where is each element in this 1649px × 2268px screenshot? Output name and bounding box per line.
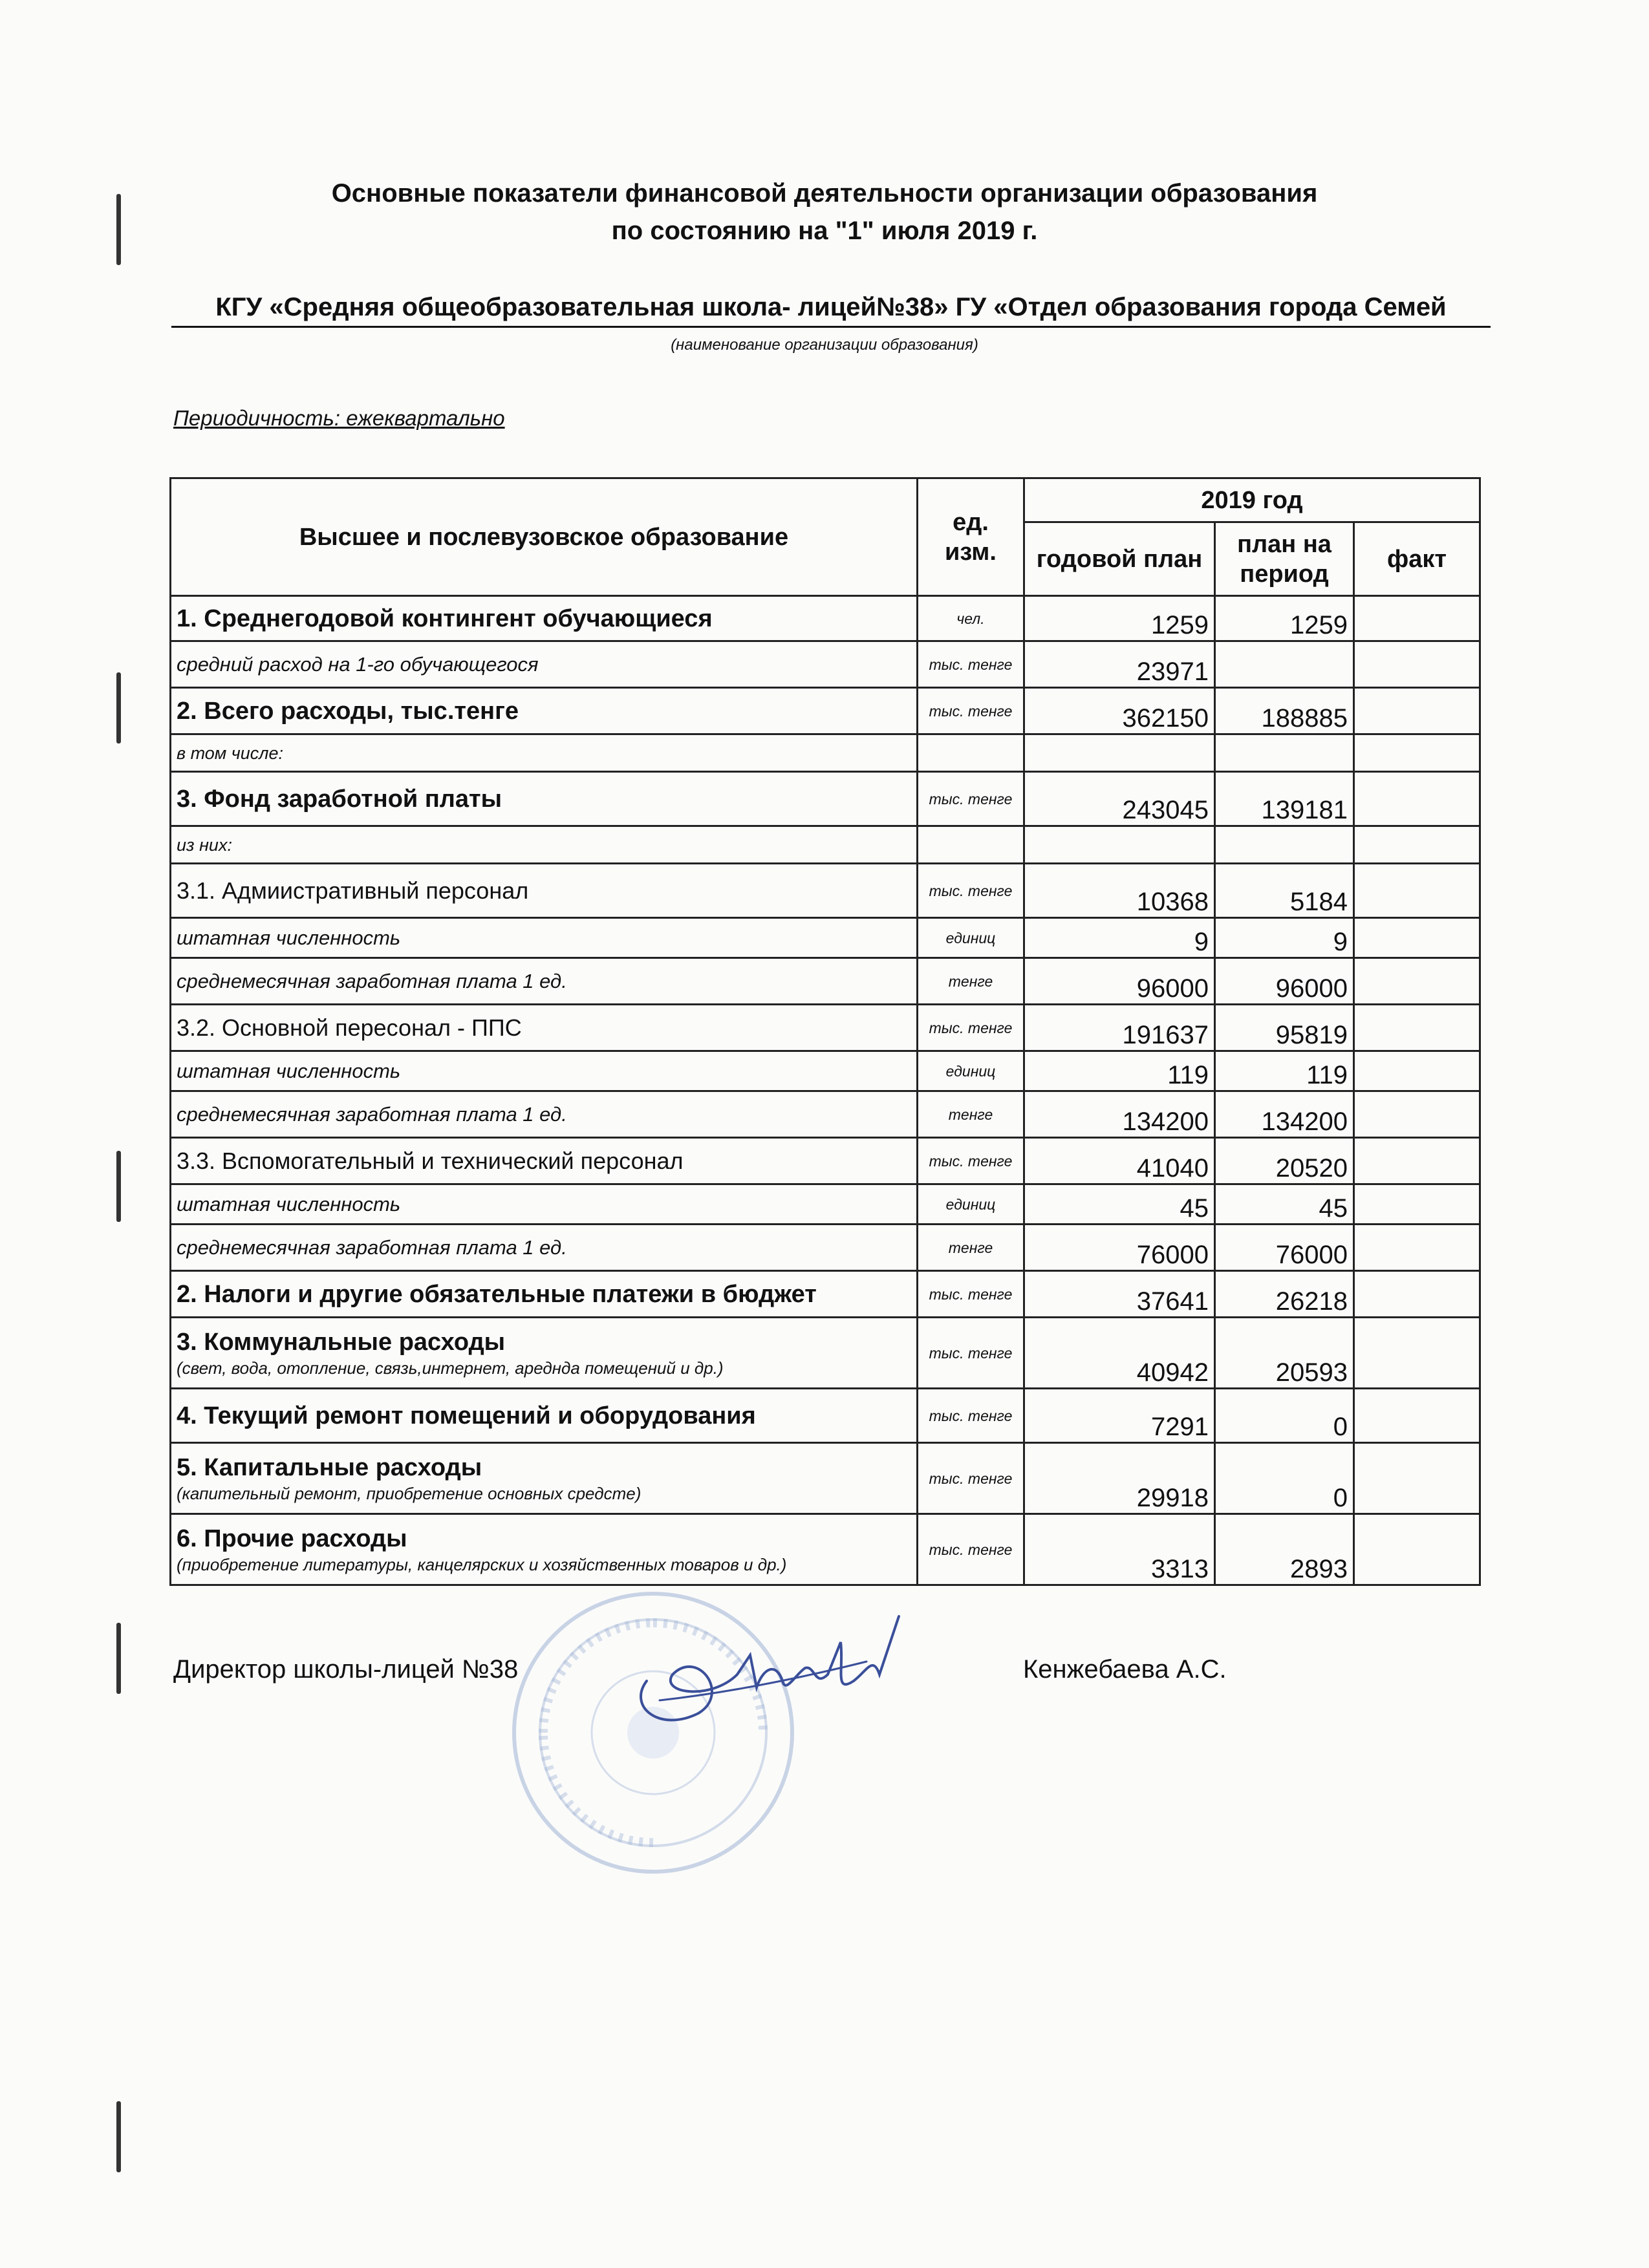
row-fact	[1354, 1271, 1480, 1318]
row-label	[171, 1184, 918, 1225]
row-label	[171, 1271, 918, 1318]
scan-margin-mark	[116, 1151, 121, 1222]
row-label-text: 1. Среднегодовой контингент обучающиеся	[177, 604, 713, 632]
row-label	[171, 1138, 918, 1184]
row-annual-plan: 191637	[1024, 1005, 1215, 1051]
row-period-plan: 5184	[1215, 864, 1354, 918]
row-unit: тыс. тенге	[918, 1514, 1024, 1585]
row-label-text: 3. Коммунальные расходы	[177, 1328, 506, 1356]
table-row	[171, 1318, 1480, 1389]
row-annual-plan: 362150	[1024, 688, 1215, 734]
row-fact	[1354, 772, 1480, 826]
row-label	[171, 596, 918, 641]
row-fact	[1354, 1318, 1480, 1389]
row-period-plan: 26218	[1215, 1271, 1354, 1318]
scan-margin-mark	[116, 672, 121, 744]
row-period-plan	[1215, 734, 1354, 772]
row-fact	[1354, 596, 1480, 641]
row-fact	[1354, 1138, 1480, 1184]
row-fact	[1354, 1051, 1480, 1091]
row-fact	[1354, 1091, 1480, 1138]
header-annual-plan: годовой план	[1024, 522, 1215, 596]
table-row	[171, 958, 1480, 1005]
row-label	[171, 1091, 918, 1138]
row-label-text: 5. Капитальные расходы	[177, 1453, 482, 1481]
header-section: Высшее и послевузовское образование	[171, 478, 918, 596]
row-unit: тыс. тенге	[918, 1389, 1024, 1443]
row-fact	[1354, 1184, 1480, 1225]
row-annual-plan: 37641	[1024, 1271, 1215, 1318]
row-period-plan: 76000	[1215, 1225, 1354, 1271]
title-line-2: по состоянию на "1" июля 2019 г.	[611, 217, 1038, 245]
table-row	[171, 1271, 1480, 1318]
row-unit: тыс. тенге	[918, 1271, 1024, 1318]
row-period-plan: 2893	[1215, 1514, 1354, 1585]
row-unit: тыс. тенге	[918, 772, 1024, 826]
row-label	[171, 1225, 918, 1271]
table-row	[171, 734, 1480, 772]
row-fact	[1354, 1443, 1480, 1514]
row-label-text: 3.3. Вспомогательный и технический персонал	[177, 1147, 684, 1174]
row-period-plan: 1259	[1215, 596, 1354, 641]
row-label	[171, 1514, 918, 1585]
row-unit: тыс. тенге	[918, 641, 1024, 688]
row-annual-plan	[1024, 826, 1215, 864]
scan-margin-mark	[116, 2101, 121, 2172]
row-period-plan: 95819	[1215, 1005, 1354, 1051]
row-annual-plan: 45	[1024, 1184, 1215, 1225]
row-period-plan: 96000	[1215, 958, 1354, 1005]
director-name: Кенжебаева А.С.	[1023, 1655, 1227, 1684]
row-fact	[1354, 1225, 1480, 1271]
table-row	[171, 1443, 1480, 1514]
row-period-plan: 134200	[1215, 1091, 1354, 1138]
row-label	[171, 641, 918, 688]
row-label-text: 2. Всего расходы, тыс.тенге	[177, 697, 519, 725]
row-period-plan	[1215, 826, 1354, 864]
row-label	[171, 1005, 918, 1051]
table-row	[171, 918, 1480, 958]
row-unit: тыс. тенге	[918, 688, 1024, 734]
row-unit: единиц	[918, 1184, 1024, 1225]
row-label-text: среднемесячная заработная плата 1 ед.	[177, 1236, 567, 1259]
row-fact	[1354, 688, 1480, 734]
row-label-text: среднемесячная заработная плата 1 ед.	[177, 969, 567, 992]
table-row	[171, 1184, 1480, 1225]
table-body	[171, 596, 1480, 1585]
row-label-text: штатная численность	[177, 1059, 401, 1082]
table-row	[171, 1051, 1480, 1091]
row-unit: тыс. тенге	[918, 1138, 1024, 1184]
row-fact	[1354, 734, 1480, 772]
table-row	[171, 864, 1480, 918]
row-period-plan: 188885	[1215, 688, 1354, 734]
row-fact	[1354, 1514, 1480, 1585]
row-fact	[1354, 641, 1480, 688]
organization-caption: (наименование организации образования)	[671, 336, 978, 354]
table-row	[171, 641, 1480, 688]
row-label-text: среднемесячная заработная плата 1 ед.	[177, 1102, 567, 1126]
row-label-note: (приобретение литературы, канцелярских и хозяйственных товаров и др.)	[177, 1554, 787, 1574]
row-label	[171, 918, 918, 958]
row-label	[171, 864, 918, 918]
table-row	[171, 1005, 1480, 1051]
row-period-plan: 0	[1215, 1389, 1354, 1443]
row-label-text: 3. Фонд заработной платы	[177, 785, 502, 813]
row-unit: тыс. тенге	[918, 864, 1024, 918]
table-row	[171, 1091, 1480, 1138]
row-annual-plan: 1259	[1024, 596, 1215, 641]
row-label-note: (капительный ремонт, приобретение основных средсте)	[177, 1483, 641, 1503]
row-label	[171, 688, 918, 734]
title-line-1: Основные показатели финансовой деятельности организации образования	[331, 179, 1318, 208]
scan-margin-mark	[116, 194, 121, 265]
row-annual-plan: 23971	[1024, 641, 1215, 688]
row-label	[171, 734, 918, 772]
row-fact	[1354, 864, 1480, 918]
scan-margin-mark	[116, 1623, 121, 1694]
row-annual-plan: 119	[1024, 1051, 1215, 1091]
row-annual-plan	[1024, 734, 1215, 772]
row-unit: тенге	[918, 958, 1024, 1005]
row-period-plan	[1215, 641, 1354, 688]
row-label-text: 3.2. Основной пересонал - ППС	[177, 1014, 522, 1041]
row-label	[171, 826, 918, 864]
row-label	[171, 1051, 918, 1091]
row-label	[171, 958, 918, 1005]
row-period-plan: 0	[1215, 1443, 1354, 1514]
row-unit: тыс. тенге	[918, 1005, 1024, 1051]
row-period-plan: 20520	[1215, 1138, 1354, 1184]
periodicity: Периодичность: ежеквартально	[173, 406, 505, 430]
header-fact: факт	[1354, 522, 1480, 596]
row-label-text: 3.1. Адмиистративный персонал	[177, 877, 529, 904]
header-year: 2019 год	[1024, 478, 1480, 522]
row-label	[171, 1389, 918, 1443]
row-unit: тыс. тенге	[918, 1318, 1024, 1389]
row-unit: единиц	[918, 1051, 1024, 1091]
row-annual-plan: 76000	[1024, 1225, 1215, 1271]
row-annual-plan: 10368	[1024, 864, 1215, 918]
header-period-plan: план на период	[1215, 522, 1354, 596]
row-fact	[1354, 1005, 1480, 1051]
row-unit: тыс. тенге	[918, 1443, 1024, 1514]
row-unit	[918, 826, 1024, 864]
table-row	[171, 1514, 1480, 1585]
row-unit: единиц	[918, 918, 1024, 958]
row-period-plan: 45	[1215, 1184, 1354, 1225]
row-period-plan: 119	[1215, 1051, 1354, 1091]
table-row	[171, 1389, 1480, 1443]
row-period-plan: 20593	[1215, 1318, 1354, 1389]
table-row	[171, 1138, 1480, 1184]
row-unit: тенге	[918, 1091, 1024, 1138]
row-label-text: 4. Текущий ремонт помещений и оборудования	[177, 1402, 756, 1429]
table-row	[171, 1225, 1480, 1271]
row-annual-plan: 3313	[1024, 1514, 1215, 1585]
row-unit: чел.	[918, 596, 1024, 641]
row-label	[171, 1443, 918, 1514]
table-row	[171, 772, 1480, 826]
financial-table	[169, 477, 1481, 1586]
row-annual-plan: 40942	[1024, 1318, 1215, 1389]
row-label-text: 6. Прочие расходы	[177, 1524, 407, 1552]
row-unit	[918, 734, 1024, 772]
row-fact	[1354, 1389, 1480, 1443]
row-fact	[1354, 826, 1480, 864]
row-label-text: штатная численность	[177, 926, 401, 949]
row-label-text: из них:	[177, 835, 232, 855]
director-title: Директор школы-лицей №38	[173, 1655, 519, 1684]
row-fact	[1354, 958, 1480, 1005]
table-row	[171, 688, 1480, 734]
organization-name: КГУ «Средняя общеобразовательная школа- лицей№38» ГУ «Отдел образования города Семей	[171, 291, 1491, 328]
row-label-note: (свет, вода, отопление, связь,интернет, аредндa помещений и др.)	[177, 1358, 724, 1378]
row-label-text: средний расход на 1-го обучающегося	[177, 652, 539, 676]
row-annual-plan: 29918	[1024, 1443, 1215, 1514]
row-label-text: 2. Налоги и другие обязательные платежи в бюджет	[177, 1280, 817, 1308]
row-unit: тенге	[918, 1225, 1024, 1271]
table-row	[171, 596, 1480, 641]
row-annual-plan: 243045	[1024, 772, 1215, 826]
table-row	[171, 826, 1480, 864]
document-title	[0, 175, 1649, 250]
row-fact	[1354, 918, 1480, 958]
row-label	[171, 1318, 918, 1389]
signature-icon	[621, 1603, 931, 1765]
row-annual-plan: 9	[1024, 918, 1215, 958]
row-label-text: штатная численность	[177, 1192, 401, 1215]
row-annual-plan: 134200	[1024, 1091, 1215, 1138]
row-annual-plan: 96000	[1024, 958, 1215, 1005]
row-label	[171, 772, 918, 826]
row-annual-plan: 41040	[1024, 1138, 1215, 1184]
row-label-text: в том числе:	[177, 743, 284, 763]
row-period-plan: 139181	[1215, 772, 1354, 826]
row-period-plan: 9	[1215, 918, 1354, 958]
header-unit: ед. изм.	[918, 478, 1024, 596]
row-annual-plan: 7291	[1024, 1389, 1215, 1443]
